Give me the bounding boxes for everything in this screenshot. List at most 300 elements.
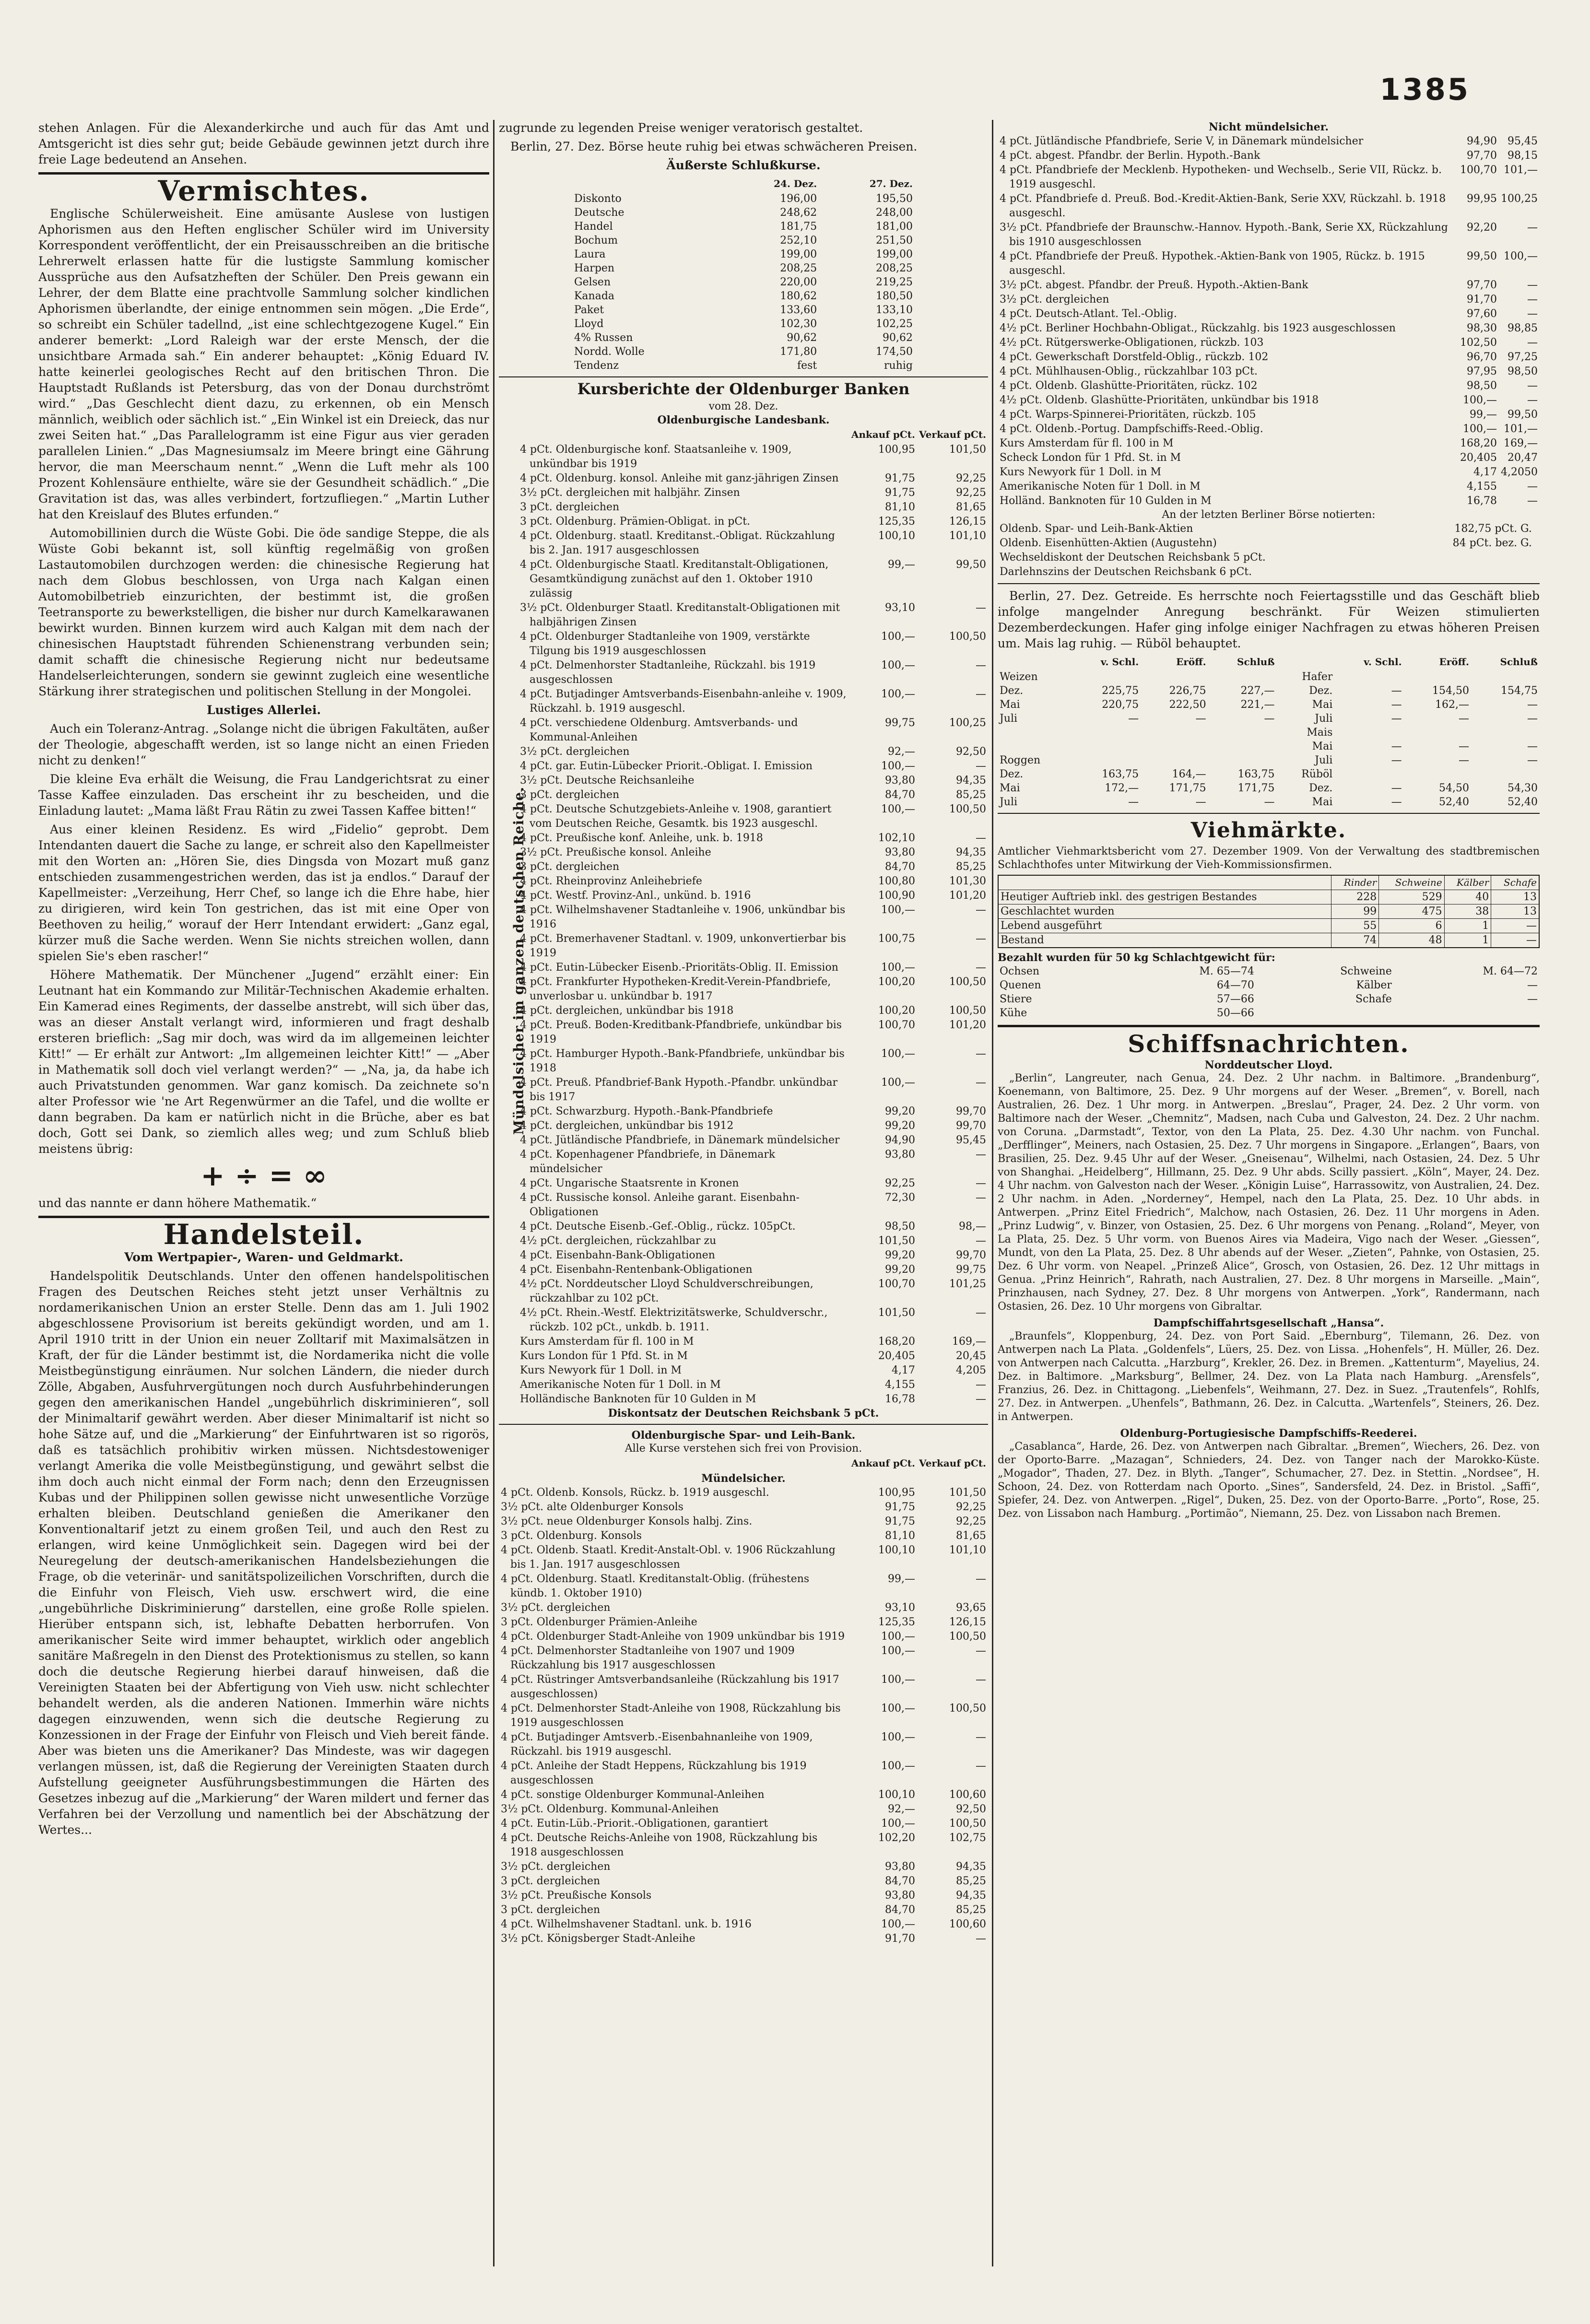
row-value: 1 [1444, 919, 1491, 933]
row-value: 52,40 [1508, 796, 1538, 808]
table-row [572, 234, 915, 247]
row-value: 101,10 [949, 1544, 986, 1556]
column-header: Eröff. [1176, 656, 1206, 668]
row-value: — [976, 1573, 986, 1585]
row-value: 195,50 [876, 193, 913, 205]
row-label: 4 pCt. gar. Eutin-Lübecker Priorit.-Obligat. I. Emission [520, 760, 813, 772]
row-value: — [976, 1393, 986, 1405]
row-label: Stiere [1000, 993, 1032, 1005]
row-label: 3 pCt. dergleichen [501, 1875, 601, 1887]
table-row [998, 978, 1540, 992]
portugiesisch-heading: Oldenburg-Portugiesische Dampfschiffs-Reederei. [1120, 1427, 1417, 1440]
row-value: — [1527, 481, 1538, 493]
row-value: 154,50 [1432, 685, 1469, 697]
row-value: 97,25 [1508, 351, 1538, 363]
row-value [1404, 726, 1471, 739]
row-value [1072, 753, 1141, 767]
row-value: 99,50 [1508, 409, 1538, 421]
row-value: 98,50 [1508, 365, 1538, 377]
row-value: ruhig [884, 360, 913, 372]
row-value: 91,70 [885, 1933, 916, 1945]
table-row [998, 163, 1540, 192]
row-value: Mai [1312, 740, 1333, 752]
table-row [998, 670, 1540, 684]
table-row [499, 1601, 988, 1615]
math-formula: + ÷ = ∞ [200, 1159, 327, 1193]
row-value: 72,30 [885, 1192, 916, 1204]
row-label: 3½ pCt. Oldenburg. Kommunal-Anleihen [501, 1803, 719, 1815]
row-value: — [1128, 796, 1139, 808]
table-row [998, 278, 1540, 293]
row-value [1256, 1006, 1394, 1020]
row-value: — [1527, 279, 1538, 291]
row-value: 95,45 [1508, 135, 1538, 147]
row-label: 4 pCt. Oldenb. Konsols, Rückz. b. 1919 ausgeschl. [501, 1487, 769, 1499]
row-value: 174,50 [876, 346, 913, 358]
table-row [518, 1176, 988, 1191]
row-label: 4 pCt. Warps-Spinnerei-Prioritäten, rückzb. 105 [1000, 409, 1256, 421]
table-row [499, 1759, 988, 1788]
row-label: Lebend ausgeführt [998, 919, 1331, 933]
table-row [518, 975, 988, 1004]
table-row [518, 802, 988, 831]
row-value: Mai [1312, 796, 1333, 808]
row-value: — [976, 602, 986, 614]
row-value: 100,50 [949, 1631, 986, 1643]
row-label: Juli [1000, 796, 1018, 808]
preis-note: Bezahlt wurden für 50 kg Schlachtgewicht für: [998, 951, 1275, 964]
row-label: 3 pCt. Oldenburg. Konsols [501, 1530, 642, 1542]
row-value: 100,50 [949, 1005, 986, 1017]
row-label [998, 739, 1072, 753]
kursberichte-heading: Kursberichte der Oldenburger Banken [577, 380, 910, 398]
row-value: 20,405 [878, 1350, 916, 1362]
row-value: — [1527, 740, 1538, 752]
table-row [518, 1378, 988, 1392]
schiff-paragraph: „Casablanca“, Harde, 26. Dez. von Antwerpen nach Gibraltar. „Bremen“, Wiechers, 26. Dez. von der Oporto-Barre. „Mazagan“, Schnieders, 24. Dez. von Tanger nach der Marokko-Küste. „Mogador“, Thaden, 27. Dez. in Blyth. „Tanger“, Schumacher, 27. Dez. in Stettin. „Nordsee“, H. Schoon, 24. Dez. von Rotterdam nach Oporto. „Sines“, Sandersfeld, 24. Dez. in Bristol. „Saffi“, Spiefer, 24. Dez. von Antwerpen. „Rigel“, Duken, 25. Dez. von der Oporto-Barre. „Porto“, Rose, 25. Dez. von Lissabon nach Hamburg. „Portimão“, Niemann, 25. Dez. von Lissabon nach Bremen. [998, 1441, 1540, 1520]
row-value: 100,90 [878, 890, 916, 902]
row-value: 220,00 [780, 276, 817, 288]
row-value: 100,10 [878, 1544, 916, 1556]
row-label: 3½ pCt. abgest. Pfandbr. der Preuß. Hypoth.-Aktien-Bank [1000, 279, 1308, 291]
row-value: — [976, 760, 986, 772]
row-value: 81,65 [956, 501, 986, 513]
row-value: — [976, 1379, 986, 1391]
row-value: — [976, 1077, 986, 1089]
row-value: 100,60 [949, 1918, 986, 1930]
row-value: — [976, 962, 986, 974]
row-value: — [976, 1307, 986, 1319]
row-value [1404, 670, 1471, 684]
table-row [518, 1047, 988, 1076]
row-value: 102,25 [876, 318, 913, 330]
table-row [499, 1730, 988, 1759]
row-value: 169,— [1504, 437, 1538, 449]
intro-paragraph: stehen Anlagen. Für die Alexanderkirche und auch für das Amt und Amtsgericht ist dies sehr gut; beide Gebäude gewinnen jetzt durch ihre freie Lage bedeutend an Ansehen. [38, 121, 489, 166]
table-row [499, 1572, 988, 1601]
landesbank-heading: Oldenburgische Landesbank. [657, 414, 830, 426]
row-value: — [1491, 933, 1539, 948]
row-label: Paket [574, 304, 604, 316]
row-value: — [1527, 394, 1538, 406]
table-row [998, 350, 1540, 364]
row-label: 4 pCt. Westf. Provinz-Anl., unkünd. b. 1916 [520, 890, 751, 902]
article-paragraph: Englische Schülerweisheit. Eine amüsante Auslese von lustigen Aphorismen aus den Heften englischer Schüler wird im University Korrespondent veröffentlicht, der ein Preisausschreiben an die britische Lehrerwelt erlassen hatte für die lustigste Sammlung komischer Aussprüche aus den Aufsatzheften der Schüler. Den Preis gewann ein Lehrer, der dem Blatte eine prachtvolle Sammlung solcher kindlichen Aphorismen überlandte, der einige entnommen sein mögen. „Die Erde“, so schreibt ein Schüler tadellnd, „ist eine schlechtgezogene Kugel.“ Ein anderer bemerkt: „Lord Raleigh war der erste Mensch, der die unsichtbare Armada sah.“ Ein anderer behauptet: „König Eduard IV. hatte keinerlei geologisches Recht auf den britischen Thron. Die Hauptstadt Rußlands ist Petersburg, das von der Donau durchströmt wird.“ „Das Geschlecht dient dazu, zu erkennen, ob ein Mensch männlich, weiblich oder sächlich ist.“ „Ein Winkel ist ein Dreieck, das nur zwei Seiten hat.“ „Das Parallelogramm ist eine Figur aus vier geraden parallelen Linien.“ „Das Magnesiumsalz im Meere bringt eine Gährung hervor, die man Meerschaum nennt.“ „Wenn die Luft mehr als 100 Prozent Kohlensäure enthielte, wäre sie der Gesundheit schädlich.“ „Die Gravitation ist das, was alles verbindert, fortzufliegen.“ „Martin Luther hat den Kreislauf des Blutes erfunden.“ [38, 207, 489, 521]
table-row [572, 192, 915, 206]
row-value: 99,70 [956, 1120, 986, 1132]
row-label: 4 pCt. Pfandbriefe der Preuß. Hypothek.-Aktien-Bank von 1905, Rückz. b. 1915 ausgeschl. [1000, 250, 1425, 277]
row-value [1408, 551, 1534, 565]
row-value: 252,10 [780, 235, 817, 246]
page-number: 1385 [1379, 72, 1470, 107]
row-value: 54,30 [1508, 782, 1538, 794]
row-value [1141, 726, 1208, 739]
row-value: 100,70 [1460, 164, 1497, 176]
row-value: — [1195, 796, 1206, 808]
row-label: Tendenz [574, 360, 619, 372]
row-label: Roggen [1000, 754, 1041, 766]
table-row [499, 1874, 988, 1889]
row-label: 4% Russen [574, 332, 633, 344]
column-middle [499, 120, 988, 2266]
row-label: 4 pCt. Pfandbriefe d. Preuß. Bod.-Kredit-Aktien-Bank, Serie XXV, Rückzahl. b. 1918 ausgeschl. [1000, 193, 1446, 219]
row-value: Rüböl [1301, 768, 1333, 780]
row-value: 94,90 [1467, 135, 1497, 147]
row-value: Juli [1315, 754, 1333, 766]
row-value: 171,75 [1237, 782, 1275, 794]
row-label: Darlehnszins der Deutschen Reichsbank 6 pCt. [1000, 566, 1252, 578]
row-value: Mais [1307, 727, 1333, 739]
row-value: 98,15 [1508, 150, 1538, 162]
table-row [572, 261, 915, 275]
row-label: 4 pCt. Oldenb.-Portug. Dampfschiffs-Reed.-Oblig. [1000, 423, 1263, 435]
table-row [998, 307, 1540, 321]
row-value: — [976, 688, 986, 700]
row-value [1208, 670, 1277, 684]
row-label: Kurs Newyork für 1 Doll. in M [520, 1364, 682, 1376]
row-label: 4 pCt. Oldenburg. staatl. Kreditanst.-Obligat. Rückzahlung bis 2. Jan. 1917 ausgeschlossen [520, 530, 835, 556]
row-label: 4 pCt. Oldenburg. konsol. Anleihe mit ganz-jährigen Zinsen [520, 472, 839, 484]
row-value: 154,75 [1501, 685, 1538, 697]
row-value: 97,70 [1467, 150, 1497, 162]
row-value: 84,70 [885, 1904, 916, 1916]
row-value: 90,62 [883, 332, 913, 344]
row-value: 74 [1331, 933, 1379, 948]
row-label: Ochsen [1000, 965, 1040, 977]
article-paragraph: Die kleine Eva erhält die Weisung, die Frau Landgerichtsrat zu einer Tasse Kaffee einzuladen. Das erscheint ihr zu bescheiden, und die Einladung lautet: „Mama läßt Frau Rätin zu zwei Tassen Kaffee bitten!“ [38, 772, 489, 818]
row-value: 100,50 [949, 803, 986, 815]
row-label: 4 pCt. Rüstringer Amtsverbandsanleihe (Rückzahlung bis 1917 ausgeschlossen) [501, 1674, 839, 1700]
row-value: 100,— [881, 1918, 916, 1930]
column-header: v. Schl. [1364, 656, 1402, 668]
row-value [1334, 726, 1403, 739]
row-value: 99,70 [956, 1105, 986, 1117]
row-value: 4,155 [1467, 481, 1497, 493]
table-row [499, 1514, 988, 1529]
row-label: 4 pCt. Preuß. Boden-Kreditbank-Pfandbriefe, unkündbar bis 1919 [520, 1019, 842, 1045]
row-value: — [1264, 796, 1275, 808]
table-row [998, 781, 1540, 795]
table-row [518, 1076, 988, 1104]
row-label: Weizen [1000, 671, 1038, 683]
row-value: — [1527, 713, 1538, 725]
row-label: 4 pCt. Oldenb. Glashütte-Prioritäten, rückz. 102 [1000, 380, 1258, 392]
row-value: 85,25 [956, 861, 986, 873]
row-value: 99,20 [885, 1264, 916, 1276]
table-row [572, 275, 915, 289]
row-label: 3½ pCt. Königsberger Stadt-Anleihe [501, 1933, 695, 1945]
handelsteil-heading: Handelsteil. [163, 1218, 365, 1251]
table-row [518, 1335, 988, 1349]
table-row [518, 860, 988, 874]
row-label: 4 pCt. Oldenburgische konf. Staatsanleihe v. 1909, unkündbar bis 1919 [520, 444, 792, 470]
table-row [518, 1220, 988, 1234]
row-value: — [976, 659, 986, 671]
row-value: 4,155 [885, 1379, 916, 1391]
table-row [518, 558, 988, 601]
table-row [518, 1119, 988, 1133]
schlusskurse-table [572, 176, 915, 373]
row-value: 222,50 [1169, 699, 1206, 711]
row-value: 100,20 [878, 1005, 916, 1017]
row-label: 4 pCt. Oldenburgische Staatl. Kreditanstalt-Obligationen, Gesamtkündigung zunächst auf den 1. Oktober 1910 zulässig [520, 559, 829, 599]
table-row [499, 1860, 988, 1874]
getreide-table [998, 654, 1540, 809]
table-row [998, 364, 1540, 379]
row-label: Gelsen [574, 276, 611, 288]
table-row [518, 745, 988, 759]
viehmarkt-table [998, 875, 1540, 948]
table-row [518, 716, 988, 745]
row-value: 100,10 [878, 530, 916, 542]
row-value: 94,35 [956, 846, 986, 858]
row-value: 91,75 [885, 487, 916, 499]
row-value [1208, 753, 1277, 767]
table-row [518, 889, 988, 903]
row-value: — [1491, 919, 1539, 933]
table-row [518, 1248, 988, 1263]
table-row [499, 1903, 988, 1917]
row-value [1471, 670, 1540, 684]
row-value: 100,— [881, 1674, 916, 1686]
table-row [998, 494, 1540, 508]
row-value: — [976, 904, 986, 916]
row-label: 3½ pCt. Deutsche Reichsanleihe [520, 775, 695, 786]
row-value: 98,85 [1508, 322, 1538, 334]
row-value [1208, 726, 1277, 739]
column-header: Schafe [1491, 875, 1539, 890]
column-header [998, 654, 1072, 670]
row-value: 52,40 [1439, 796, 1469, 808]
schiff-paragraph: „Braunfels“, Kloppenburg, 24. Dez. von Port Said. „Ebernburg“, Tilemann, 26. Dez. von Antwerpen nach La Plata. „Goldenfels“, Lüers, 25. Dez. von Lissa. „Hohenfels“, H. Müller, 26. Dez. von Antwerpen nach Calcutta. „Harzburg“, Krekler, 26. Dez. in Bremen. „Kattenturm“, Mayelius, 24. Dez. in Baltimore. „Marksburg“, Bellmer, 24. Dez. von La Plata nach Hamburg. „Arensfels“, Franzius, 26. Dez. in Chittagong. „Liebenfels“, Weihmann, 27. Dez. in Suez. „Trautenfels“, Rohlfs, 27. Dez. in Antwerpen. „Uhenfels“, Bathmann, 26. Dez. in Calcutta. „Wartenfels“, Steiners, 26. Dez. in Antwerpen. [998, 1330, 1540, 1423]
row-value: 85,25 [956, 789, 986, 801]
row-value: 99,75 [885, 717, 916, 729]
row-value: 163,75 [1237, 768, 1275, 780]
row-value: 100,50 [949, 631, 986, 643]
row-label: 4 pCt. Oldenburger Stadtanleihe von 1909, verstärkte Tilgung bis 1919 ausgeschlossen [520, 631, 810, 657]
row-value: Kälber [1356, 979, 1392, 991]
row-value: 91,75 [885, 1501, 916, 1513]
row-value: — [976, 1048, 986, 1060]
row-value: 93,65 [956, 1602, 986, 1614]
table-row [518, 443, 988, 471]
row-value [1141, 753, 1208, 767]
row-value: 98,30 [1467, 322, 1497, 334]
row-value: 125,35 [878, 516, 916, 528]
row-value: 126,15 [949, 1616, 986, 1628]
row-value [1072, 670, 1141, 684]
table-row [499, 1673, 988, 1702]
row-value: Hafer [1302, 671, 1333, 683]
row-value: 196,00 [780, 193, 817, 205]
row-label: 4 pCt. verschiedene Oldenburg. Amtsverbands- und Kommunal-Anleihen [520, 717, 798, 743]
column-header: Verkauf pCt. [919, 429, 986, 440]
row-value: Dez. [1309, 782, 1333, 794]
column-header [998, 875, 1331, 890]
row-value: Dez. [1309, 685, 1333, 697]
table-row [998, 465, 1540, 480]
row-value: 251,50 [876, 235, 913, 246]
row-value: — [976, 1645, 986, 1657]
row-value: 100,— [881, 1760, 916, 1772]
row-value: 208,25 [876, 262, 913, 274]
row-value: 180,50 [876, 290, 913, 302]
row-label: Laura [574, 248, 606, 260]
row-value: Schafe [1355, 993, 1392, 1005]
row-value: 85,25 [956, 1875, 986, 1887]
row-label: Geschlachtet wurden [998, 904, 1331, 919]
row-value: 102,50 [1460, 337, 1497, 349]
row-value: 100,— [881, 1818, 916, 1830]
mundelsicher-label: Mündelsicher. [701, 1472, 786, 1485]
table-row [998, 919, 1539, 933]
row-value: 102,20 [878, 1832, 916, 1844]
column-header [572, 176, 723, 192]
row-value: 16,78 [1467, 495, 1497, 507]
row-label: 3½ pCt. Preußische Konsols [501, 1890, 652, 1901]
row-value: 92,25 [956, 487, 986, 499]
row-value: 99,20 [885, 1249, 916, 1261]
row-value: 226,75 [1169, 685, 1206, 697]
row-value: 100,— [881, 659, 916, 671]
table-row [499, 1817, 988, 1831]
column-left [38, 120, 489, 2266]
table-row [518, 932, 988, 961]
row-label: Holländische Banknoten für 10 Gulden in M [520, 1393, 756, 1405]
row-label: 4 pCt. Delmenhorster Stadtanleihe, Rückzahl. bis 1919 ausgeschlossen [520, 659, 816, 686]
table-row [518, 486, 988, 500]
row-label: Scheck London für 1 Pfd. St. in M [1000, 452, 1181, 464]
row-value: — [1527, 308, 1538, 320]
row-value: — [1527, 979, 1538, 991]
row-value: 16,78 [885, 1393, 916, 1405]
row-value: — [976, 1235, 986, 1247]
row-value: 92,50 [956, 1803, 986, 1815]
table-row [998, 739, 1540, 753]
row-label: 3 pCt. Oldenburger Prämien-Anleihe [501, 1616, 697, 1628]
row-value: — [1391, 740, 1402, 752]
column-header: Kälber [1444, 875, 1491, 890]
table-row [518, 759, 988, 774]
row-value: 101,10 [949, 530, 986, 542]
row-value [1208, 739, 1277, 753]
table-row [998, 712, 1540, 726]
row-value: 100,— [1504, 250, 1538, 262]
table-row [572, 331, 915, 345]
row-value [1471, 726, 1540, 739]
row-value [1072, 726, 1141, 739]
row-value: 20,47 [1508, 452, 1538, 464]
row-value: 100,— [1463, 423, 1497, 435]
row-label: 4 pCt. Deutsche Eisenb.-Gef.-Oblig., rückz. 105pCt. [520, 1221, 796, 1232]
row-label: 4 pCt. Oldenburg. Staatl. Kreditanstalt-Oblig. (frühestens kündb. 1. Oktober 1910) [501, 1573, 810, 1599]
sparbank-subheading: Alle Kurse verstehen sich frei von Provision. [624, 1443, 862, 1455]
row-label: 3½ pCt. dergleichen mit halbjähr. Zinsen [520, 487, 740, 499]
table-row [572, 206, 915, 220]
row-value: 93,80 [885, 775, 916, 786]
row-value: 101,— [1504, 423, 1538, 435]
table-row [998, 249, 1540, 278]
row-value: 92,20 [1467, 222, 1497, 234]
row-label: 3½ pCt. dergleichen [501, 1602, 611, 1614]
column-header: Schluß [1500, 656, 1538, 668]
row-value: 100,— [881, 1731, 916, 1743]
table-row [998, 536, 1540, 551]
berlin-note: An der letzten Berliner Börse notierten: [1162, 509, 1376, 521]
row-value: 4,2050 [1501, 466, 1538, 478]
table-row [499, 1630, 988, 1644]
row-value: Juli [1315, 713, 1333, 725]
row-value: 93,80 [885, 846, 916, 858]
table-row [518, 1363, 988, 1378]
row-label: Wechseldiskont der Deutschen Reichsbank 5 pCt. [1000, 552, 1266, 563]
table-row [998, 451, 1540, 465]
row-value [1534, 536, 1540, 551]
row-value: — [1527, 495, 1538, 507]
row-value: — [1527, 699, 1538, 711]
sparbank-heading: Oldenburgische Spar- und Leih-Bank. [631, 1429, 856, 1442]
schiff-paragraph: „Berlin“, Langreuter, nach Genua, 24. Dez. 2 Uhr nachm. in Baltimore. „Brandenburg“, Koenemann, von Baltimore, 25. Dez. 9 Uhr morgens auf der Weser. „Bremen“, v. Borell, nach Australien, 26. Dez. 1 Uhr morg. in Antwerpen. „Breslau“, Prager, 24. Dez. 2 Uhr vorm. von Baltimore nach der Weser. „Chemnitz“, Madsen, nach Cuba und Galveston, 24. Dez. 2 Uhr nachm. von Coruna. „Darmstadt“, Textor, von den La Plata, 25. Dez. 4.30 Uhr nachm. von Funchal. „Derfflinger“, Meiners, nach Ostasien, 25. Dez. 7 Uhr morgens in Singapore. „Erlangen“, Baars, von Brasilien, 25. Dez. 9.45 Uhr auf der Weser. „Gneisenau“, Wilhelmi, nach Ostasien, 24. Dez. 5 Uhr von Shanghai. „Heidelberg“, Hillmann, 25. Dez. 9 Uhr abds. Scilly passiert. „Köln“, Mayer, 24. Dez. 4 Uhr nachm. von Galveston nach der Weser. „Königin Luise“, Harrassowitz, von Australien, 24. Dez. 2 Uhr nachm. in Aden. „Norderney“, Hempel, nach den La Plata, 25. Dez. 10 Uhr abds. in Antwerpen. „Prinz Eitel Friedrich“, Malchow, nach Ostasien, 26. Dez. 11 Uhr morgens in Aden. „Prinz Ludwig“, v. Binzer, von Ostasien, 25. Dez. 6 Uhr morgens von Penang. „Roland“, Meyer, von La Plata, 25. Dez. 5 Uhr vorm. von Buenos Aires via Madeira, Vigo nach der Weser. „Giessen“, Mundt, von den La Plata, 25. Dez. 8 Uhr abends auf der Weser. „Zieten“, Pahnke, von Ostasien, 25. Dez. 6 Uhr vorm. von Neapel. „Prinzeß Alice“, Grosch, von Ostasien, 26. Dez. 12 Uhr mittags in Genua. „Prinz Heinrich“, Rahrath, nach Australien, 27. Dez. 8 Uhr morgens in Marseille. „Main“, Prinzhausen, nach Sydney, 27. Dez. 8 Uhr morgens von Antwerpen. „York“, Randermann, nach Ostasien, 26. Dez. 10 Uhr morgens von Gibraltar. [998, 1072, 1540, 1313]
hansa-heading: Dampfschiffahrtsgesellschaft „Hansa“. [1153, 1317, 1384, 1329]
column-header: Ankauf pCt. [851, 429, 916, 440]
row-value: 98,50 [885, 1221, 916, 1232]
row-value: fest [797, 360, 817, 372]
table-row [518, 1277, 988, 1306]
table-row [518, 845, 988, 860]
row-value: 50—66 [1216, 1007, 1254, 1019]
row-label: Deutsche [574, 207, 624, 219]
row-value: 100,— [881, 688, 916, 700]
intro-paragraph: zugrunde zu legenden Preise weniger veratorisch gestaltet. [499, 121, 863, 135]
column-right [998, 120, 1540, 2266]
row-label: Mai [1000, 699, 1020, 711]
getreide-paragraph: Berlin, 27. Dez. Getreide. Es herrschte noch Feiertagsstille und das Geschäft blieb infolge mangelnder Anregung beschränkt. Für Weizen stimulierten Dezemberdeckungen. Hafer ging infolge einiger Nachfragen zu etwas höheren Preisen um. Mais lag ruhig. — Rüböl behauptet. [998, 589, 1540, 650]
column-header: Schweine [1379, 875, 1444, 890]
landesbank-section [499, 427, 988, 1407]
table-row [518, 1148, 988, 1176]
table-row [499, 1615, 988, 1630]
nicht-mundelsicher-table [998, 120, 1540, 508]
row-value: 97,70 [1467, 279, 1497, 291]
table-row [518, 1104, 988, 1119]
row-value: 101,20 [949, 1019, 986, 1031]
row-label: Heutiger Auftrieb inkl. des gestrigen Bestandes [998, 890, 1331, 904]
row-value: 92,— [888, 1803, 916, 1815]
row-value: 99,20 [885, 1105, 916, 1117]
row-value: 81,65 [956, 1530, 986, 1542]
row-label: Amerikanische Noten für 1 Doll. in M [1000, 481, 1201, 493]
row-label: Kanada [574, 290, 615, 302]
